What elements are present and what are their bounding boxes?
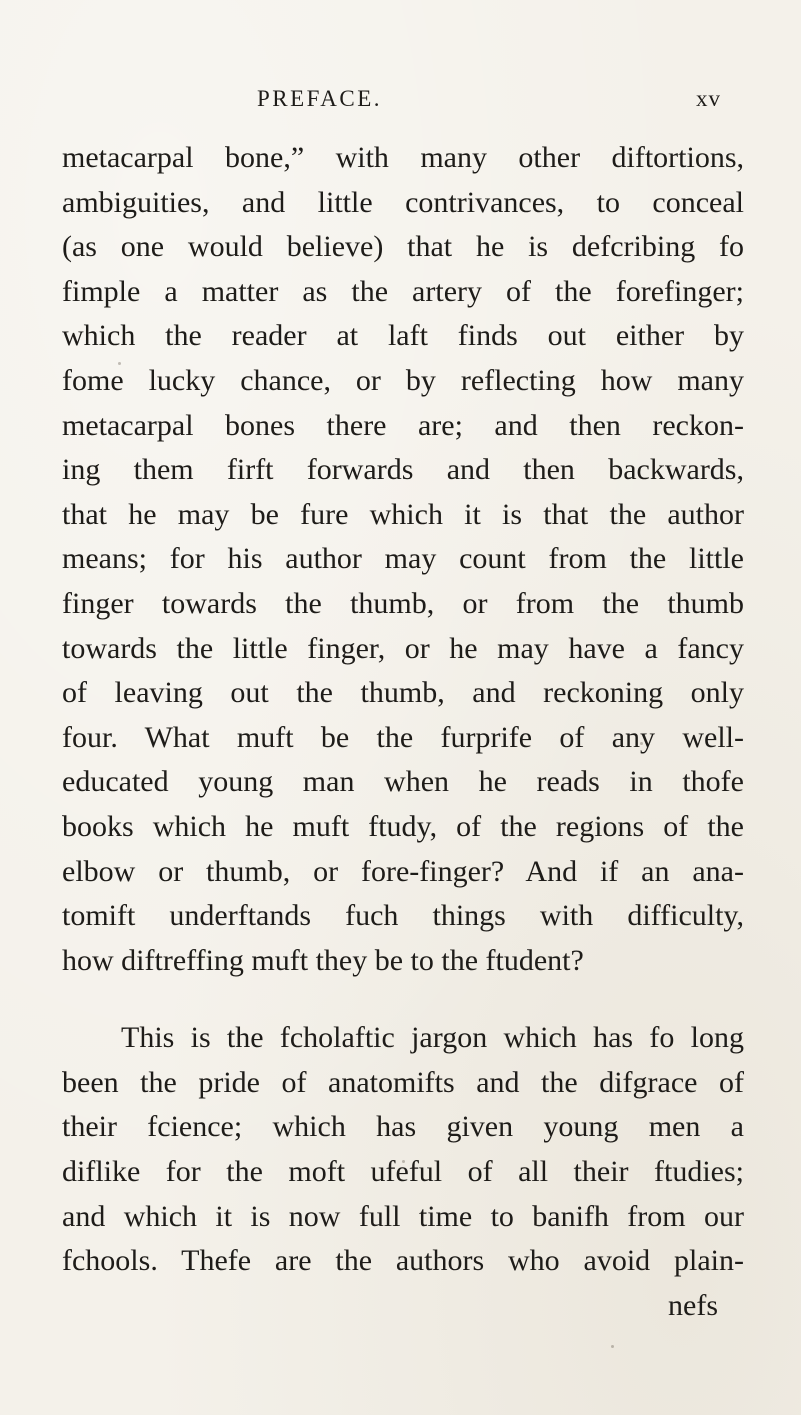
- text-line: (as one would believe) that he is defcribing fo: [62, 230, 744, 264]
- paper-speck: [402, 1160, 405, 1163]
- paragraph-1: [62, 136, 744, 983]
- text-line: fome lucky chance, or by reflecting how many: [62, 363, 744, 397]
- text-line: their fcience; which has given young men a: [62, 1110, 744, 1144]
- text-line: been the pride of anatomifts and the difgrace of: [62, 1065, 744, 1099]
- text-line: and which it is now full time to banifh from our: [62, 1199, 744, 1233]
- text-line: educated young man when he reads in thofe: [62, 765, 744, 799]
- page-number: xv: [696, 86, 721, 111]
- text-line: finger towards the thumb, or from the thumb: [62, 586, 744, 620]
- text-line: fchools. Thefe are the authors who avoid plain-: [62, 1244, 744, 1278]
- text-line: This is the fcholaftic jargon which has fo long: [121, 1021, 744, 1055]
- paragraph-2: [62, 1016, 744, 1284]
- text-line: ambiguities, and little contrivances, to conceal: [62, 185, 744, 219]
- text-line: that he may be fure which it is that the author: [62, 497, 744, 531]
- running-head: [0, 86, 801, 126]
- text-line: ing them firft forwards and then backwards,: [62, 453, 744, 487]
- body-text: [62, 136, 744, 1328]
- text-line: how diftreffing muft they be to the ftudent?: [62, 943, 584, 977]
- text-line: means; for his author may count from the little: [62, 542, 744, 576]
- text-line: metacarpal bone,” with many other diftortions,: [62, 141, 744, 174]
- text-line: books which he muft ftudy, of the regions of the: [62, 809, 744, 843]
- text-line: towards the little finger, or he may have a fancy: [62, 631, 744, 665]
- paper-speck: [118, 362, 121, 365]
- running-head-title: PREFACE.: [257, 86, 383, 111]
- text-line: four. What muft be the furprife of any well-: [62, 720, 744, 754]
- catchword: nefs: [668, 1288, 718, 1322]
- text-line: which the reader at laft finds out either by: [62, 319, 744, 353]
- text-line: diflike for the moft ufeful of all their ftudies;: [62, 1155, 744, 1189]
- text-line: of leaving out the thumb, and reckoning only: [62, 676, 744, 710]
- text-line: tomift underftands fuch things with difficulty,: [62, 899, 744, 933]
- text-line: fimple a matter as the artery of the forefinger;: [62, 274, 744, 308]
- text-line: elbow or thumb, or fore-finger? And if an ana-: [62, 854, 744, 888]
- paper-speck: [640, 742, 643, 745]
- text-line: metacarpal bones there are; and then reckon-: [62, 408, 744, 442]
- paper-speck: [611, 1345, 614, 1348]
